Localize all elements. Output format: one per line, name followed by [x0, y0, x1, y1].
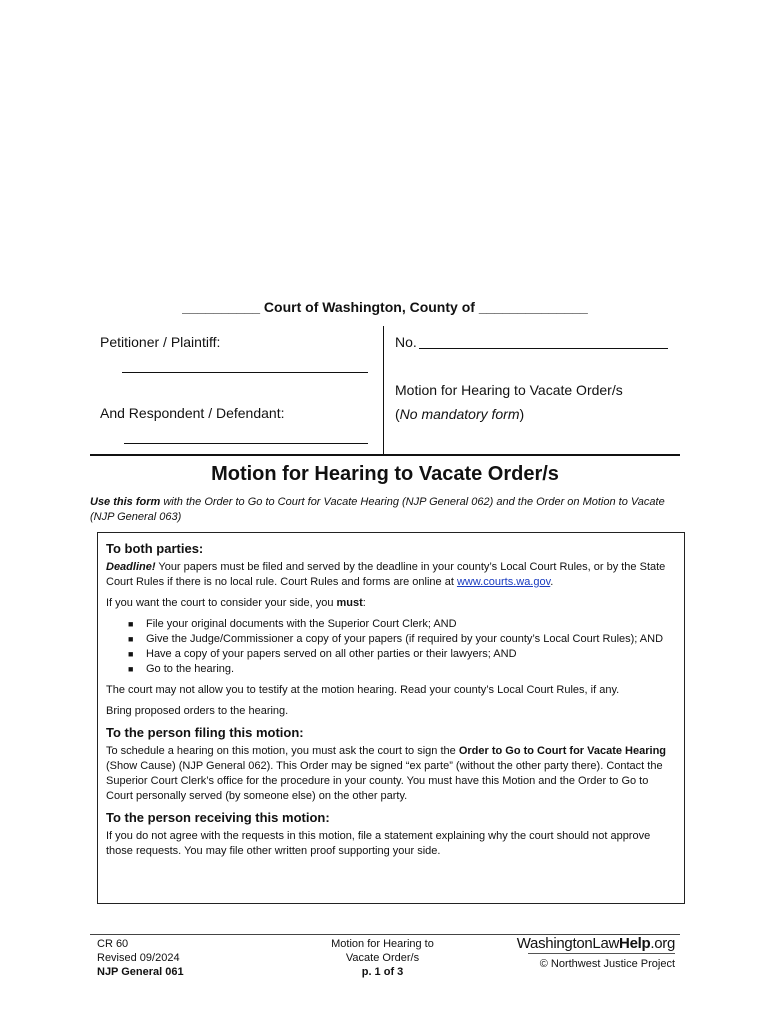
- caption-bottom-rule: [90, 454, 680, 456]
- consider-paragraph: If you want the court to consider your side, you must:: [106, 597, 366, 609]
- case-number-field[interactable]: [419, 348, 668, 349]
- caption-parties: [100, 334, 380, 421]
- document-title: Motion for Hearing to Vacate Order/s: [211, 463, 559, 485]
- washington-law-help-logo: WashingtonLawHelp.org: [516, 935, 675, 952]
- petitioner-name-field[interactable]: [122, 372, 368, 373]
- county-blank-left[interactable]: __________: [182, 299, 261, 315]
- respondent-name-field[interactable]: [124, 443, 368, 444]
- caption-form-title: Motion for Hearing to Vacate Order/s: [395, 382, 623, 398]
- njp-form-number: NJP General 061: [97, 966, 184, 978]
- caption-divider: [383, 326, 384, 454]
- use-form-note: Use this form with the Order to Go to Court for Vacate Hearing (NJP General 062) and the Order on Motion to Vacate (NJP General 063): [90, 496, 665, 523]
- deadline-paragraph: Deadline! Your papers must be filed and served by the deadline in your county’s Local Court Rules, or by the State Court Rules if there is no local rule. Court Rules and forms are online at www.courts.wa.gov.: [106, 561, 666, 588]
- both-parties-heading: To both parties:: [106, 541, 204, 556]
- revised-date: Revised 09/2024: [97, 952, 180, 964]
- testify-paragraph: The court may not allow you to testify at the motion hearing. Read your county’s Local Court Rules, if any.: [106, 684, 620, 696]
- list-item: ■ Have a copy of your papers served on all other parties or their lawyers; AND: [128, 648, 517, 660]
- list-item: ■ File your original documents with the Superior Court Clerk; AND: [128, 618, 457, 630]
- caption-case-info: [395, 334, 685, 422]
- footer-title: Motion for Hearing to Vacate Order/s p. 1 of 3: [300, 937, 465, 979]
- county-blank-right[interactable]: ______________: [478, 299, 588, 315]
- filing-paragraph: To schedule a hearing on this motion, you must ask the court to sign the Order to Go to Court for Vacate Hearing (Show Cause) (NJP General 062). This Order may be signed “ex parte” (without the other party there). Contact the Superior Court Clerk’s office for the procedure in your county. You must have this Motion and the Order to Go to Court personally served (by someone else) on the other party.: [106, 745, 667, 802]
- copyright-notice: © Northwest Justice Project: [539, 958, 675, 970]
- courts-website-link[interactable]: www.courts.wa.gov: [456, 576, 551, 588]
- logo-underline: [528, 953, 675, 954]
- receiving-heading: To the person receiving this motion:: [106, 810, 330, 825]
- receiving-paragraph: If you do not agree with the requests in this motion, file a statement explaining why the court should not approve those requests. You may file other written proof supporting your side.: [106, 830, 651, 857]
- page-number: p. 1 of 3: [361, 966, 404, 978]
- respondent-label: And Respondent / Defendant:: [100, 405, 285, 421]
- court-of-washington-label: Court of Washington, County of: [263, 299, 475, 315]
- instructions-box: [97, 532, 685, 904]
- footer-form-info: [97, 937, 184, 979]
- requirements-list: [106, 617, 678, 677]
- case-number-label: No.: [395, 334, 417, 350]
- form-code: CR 60: [97, 938, 129, 950]
- mandatory-form-note: (No mandatory form): [395, 406, 525, 422]
- filing-heading: To the person filing this motion:: [106, 725, 304, 740]
- petitioner-label: Petitioner / Plaintiff:: [100, 334, 221, 350]
- list-item: ■ Go to the hearing.: [128, 663, 235, 675]
- bring-orders-paragraph: Bring proposed orders to the hearing.: [106, 705, 289, 717]
- court-header: [0, 299, 770, 315]
- list-item: ■ Give the Judge/Commissioner a copy of your papers (if required by your county’s Local Court Rules); AND: [128, 633, 664, 645]
- footer-brand: [500, 935, 675, 970]
